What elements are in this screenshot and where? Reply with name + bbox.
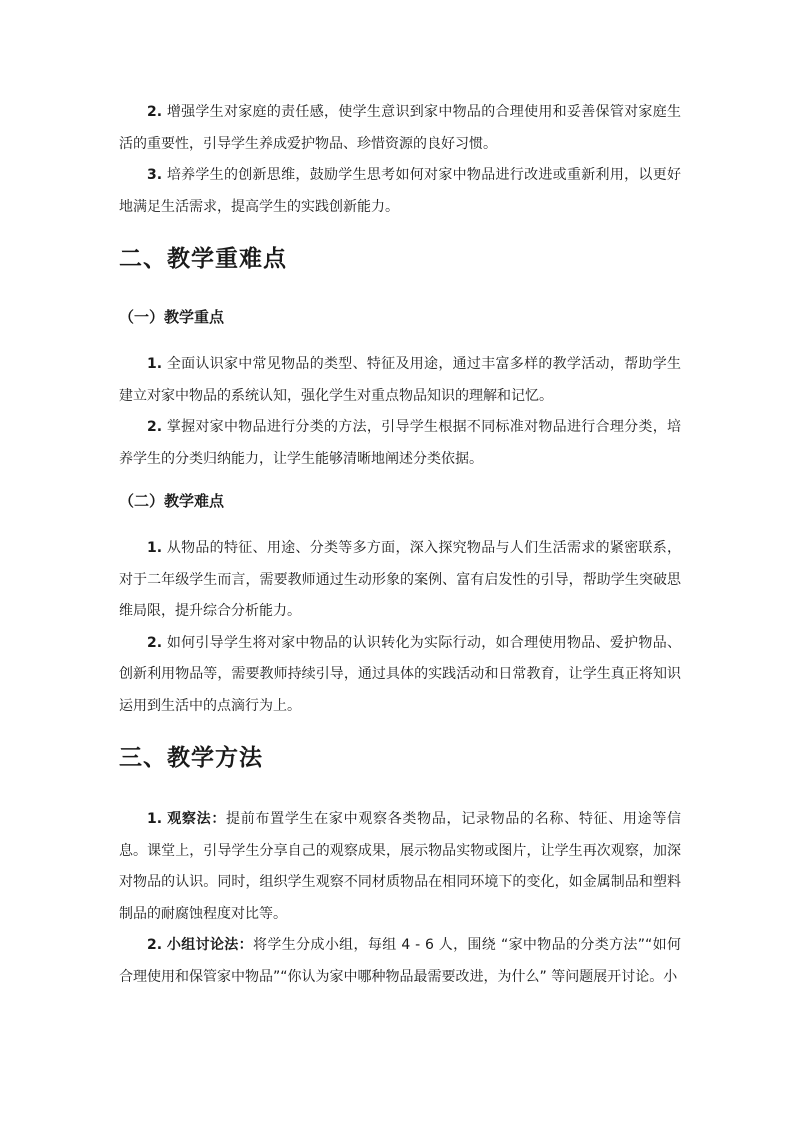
objective-item-3 (119, 160, 681, 223)
item-text: 掌握对家中物品进行分类的方法，引导学生根据不同标准对物品进行合理分类，培养学生的分类归纳能力，让学生能够清晰地阐述分类依据。 (119, 419, 682, 467)
item-number: 3. (147, 167, 163, 183)
item-text: 从物品的特征、用途、分类等多方面，深入探究物品与人们生活需求的紧密联系，对于二年级学生而言，需要教师通过生动形象的案例、富有启发性的引导，帮助学生突破思维局限，提升综合分析能力。 (119, 540, 682, 619)
document-content (119, 97, 681, 993)
method-term: 观察法： (167, 811, 227, 827)
item-text: 增强学生对家庭的责任感，使学生意识到家中物品的合理使用和妥善保管对家庭生活的重要性，引导学生养成爱护物品、珍惜资源的良好习惯。 (119, 104, 682, 152)
subsection-title-key-points: （一）教学重点 (119, 308, 225, 326)
item-number: 1. (147, 540, 163, 556)
item-number: 1. (147, 811, 163, 827)
item-text: 培养学生的创新思维，鼓励学生思考如何对家中物品进行改进或重新利用，以更好地满足生活需求，提高学生的实践创新能力。 (119, 167, 682, 215)
item-number: 2. (147, 634, 163, 651)
item-number: 2. (147, 419, 163, 435)
objective-item-2 (119, 97, 681, 160)
method-term: 小组讨论法： (166, 937, 254, 953)
key-point-item-2 (119, 412, 681, 475)
item-text: 全面认识家中常见物品的类型、特征及用途，通过丰富多样的教学活动，帮助学生建立对家中物品的系统认知，强化学生对重点物品知识的理解和记忆。 (119, 356, 682, 404)
method-item-2 (119, 930, 681, 993)
section-title-key-difficult-points: 二、教学重难点 (119, 246, 287, 272)
item-number: 2. (147, 104, 163, 120)
item-text: 如何引导学生将对家中物品的认识转化为实际行动，如合理使用物品、爱护物品、创新利用物品等，需要教师持续引导，通过具体的实践活动和日常教育，让学生真正将知识运用到生活中的点滴行为上。 (119, 634, 682, 714)
section-title-teaching-methods: 三、教学方法 (119, 745, 263, 771)
difficult-point-item-2 (119, 628, 681, 723)
item-text: 提前布置学生在家中观察各类物品，记录物品的名称、特征、用途等信息。课堂上，引导学生分享自己的观察成果，展示物品实物或图片，让学生再次观察，加深对物品的认识。同时，组织学生观察不同材质物品在相同环境下的变化，如金属制品和塑料制品的耐腐蚀程度对比等。 (119, 811, 682, 922)
item-number: 1. (147, 356, 163, 372)
key-point-item-1 (119, 349, 681, 412)
item-number: 2. (147, 937, 163, 953)
item-text: 将学生分成小组，每组 4 - 6 人，围绕 “家中物品的分类方法”“如何合理使用和保管家中物品”“你认为家中哪种物品最需要改进，为什么” 等问题展开讨论。小 (119, 937, 682, 985)
method-item-1 (119, 804, 681, 930)
difficult-point-item-1 (119, 533, 681, 628)
subsection-title-difficult-points: （二）教学难点 (119, 492, 225, 510)
